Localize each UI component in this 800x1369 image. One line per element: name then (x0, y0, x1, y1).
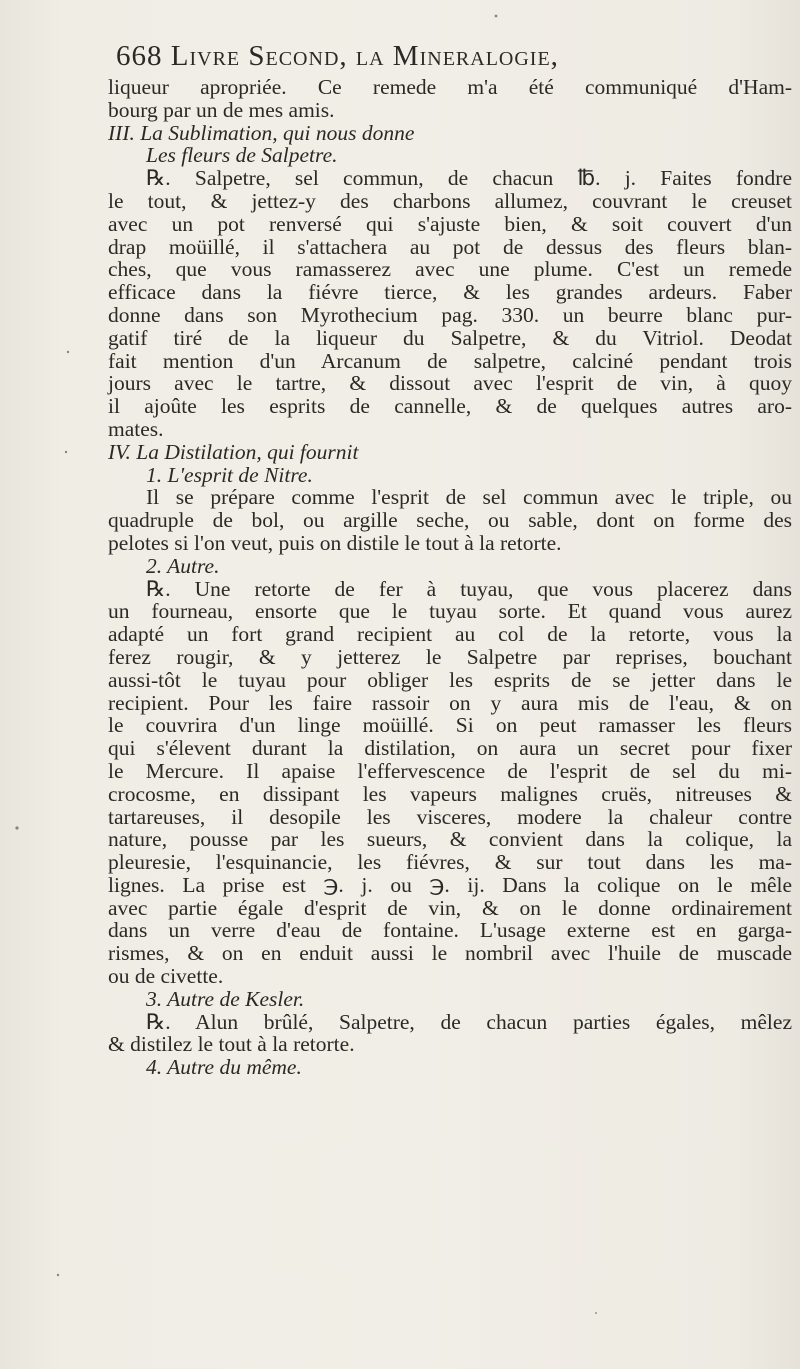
text-line: & distilez le tout à la retorte. (108, 1032, 355, 1057)
text-line: aussi-tôt le tuyau pour obliger les esprits de se jetter dans le (108, 667, 792, 692)
text-line: gatif tiré de la liqueur du Salpetre, & du Vitriol. Deodat (108, 325, 792, 350)
text-line: fait mention d'un Arcanum de salpetre, calciné pendant trois (108, 348, 792, 373)
text-line: mates. (108, 416, 164, 441)
text-line: efficace dans la fiévre tierce, & les grandes ardeurs. Faber (108, 280, 792, 305)
text-line: drap moüillé, il s'attachera au pot de dessus des fleurs blan- (108, 234, 792, 259)
text-line: le tout, & jettez-y des charbons allumez, couvrant le creuset (108, 188, 792, 213)
text-line: crocosme, en dissipant les vapeurs malignes cruës, nitreuses & (108, 781, 792, 806)
text-line: liqueur apropriée. Ce remede m'a été communiqué d'Ham- (108, 75, 792, 99)
text-line: il ajoûte les esprits de cannelle, & de quelques autres aro- (108, 394, 792, 419)
text-line: nature, pousse par les sueurs, & convient dans la colique, la (108, 827, 792, 852)
paper-speck (595, 1312, 597, 1314)
text-line: bourg par un de mes amis. (108, 97, 335, 122)
text-line: avec un pot renversé qui s'ajuste bien, & soit couvert d'un (108, 211, 792, 236)
text-line: ferez rougir, & y jetterez le Salpetre par reprises, bouchant (108, 644, 792, 669)
text-line: avec partie égale d'esprit de vin, & on le donne ordinairement (108, 895, 792, 920)
subsection-heading: 1. L'esprit de Nitre. (146, 462, 313, 487)
text-line: quadruple de bol, ou argille seche, ou sable, dont on forme des (108, 508, 792, 533)
paper-speck (65, 451, 67, 453)
paper-speck (495, 15, 498, 18)
text-line: donne dans son Myrothecium pag. 330. un beurre blanc pur- (108, 302, 792, 327)
text-line: ches, que vous ramasserez avec une plume. C'est un remede (108, 257, 792, 282)
text-line: jours avec le tartre, & dissout avec l'esprit de vin, à quoy (108, 371, 792, 396)
text-line: ou de civette. (108, 964, 224, 989)
paper-speck (67, 351, 69, 353)
text-line: le couvrira d'un linge moüillé. Si on peut ramasser les fleurs (108, 713, 792, 738)
text-line: tartareuses, il desopile les visceres, modere la chaleur contre (108, 804, 792, 829)
text-line: ℞. Salpetre, sel commun, de chacun ℔. j. Faites fondre (146, 166, 792, 191)
subsection-heading: 3. Autre de Kesler. (146, 986, 305, 1011)
text-line: lignes. La prise est ℈. j. ou ℈. ij. Dans la colique on le mêle (108, 872, 792, 897)
page-text-block (108, 36, 792, 1079)
text-line: rismes, & on en enduit aussi le nombril avec l'huile de muscade (108, 941, 792, 966)
subsection-heading: 2. Autre. (146, 553, 220, 578)
text-line: un fourneau, ensorte que le tuyau sorte. Et quand vous aurez (108, 599, 792, 624)
text-line: qui s'élevent durant la distilation, on aura un secret pour fixer (108, 736, 792, 761)
text-line: ℞. Alun brûlé, Salpetre, de chacun parties égales, mêlez (146, 1009, 792, 1034)
section-heading: III. La Sublimation, qui nous donne (108, 120, 415, 145)
body-text (108, 76, 792, 1079)
paper-speck (15, 826, 18, 829)
section-heading: IV. La Distilation, qui fournit (108, 439, 359, 464)
text-line: dans un verre d'eau de fontaine. L'usage externe est en garga- (108, 918, 792, 943)
paper-speck (57, 1274, 59, 1276)
subsection-heading: Les fleurs de Salpetre. (146, 143, 338, 168)
text-line: ℞. Une retorte de fer à tuyau, que vous placerez dans (146, 576, 792, 601)
text-line: pelotes si l'on veut, puis on distile le tout à la retorte. (108, 530, 562, 555)
text-line: pleuresie, l'esquinancie, les fiévres, & sur tout dans les ma- (108, 850, 792, 875)
text-line: recipient. Pour les faire rassoir on y aura mis de l'eau, & on (108, 690, 792, 715)
text-line: Il se prépare comme l'esprit de sel commun avec le triple, ou (146, 485, 792, 510)
text-line: adapté un fort grand recipient au col de la retorte, vous la (108, 622, 792, 647)
running-head: 668 Livre Second, la Mineralogie, (116, 40, 559, 72)
text-line: le Mercure. Il apaise l'effervescence de l'esprit de sel du mi- (108, 758, 792, 783)
subsection-heading: 4. Autre du même. (146, 1055, 302, 1080)
